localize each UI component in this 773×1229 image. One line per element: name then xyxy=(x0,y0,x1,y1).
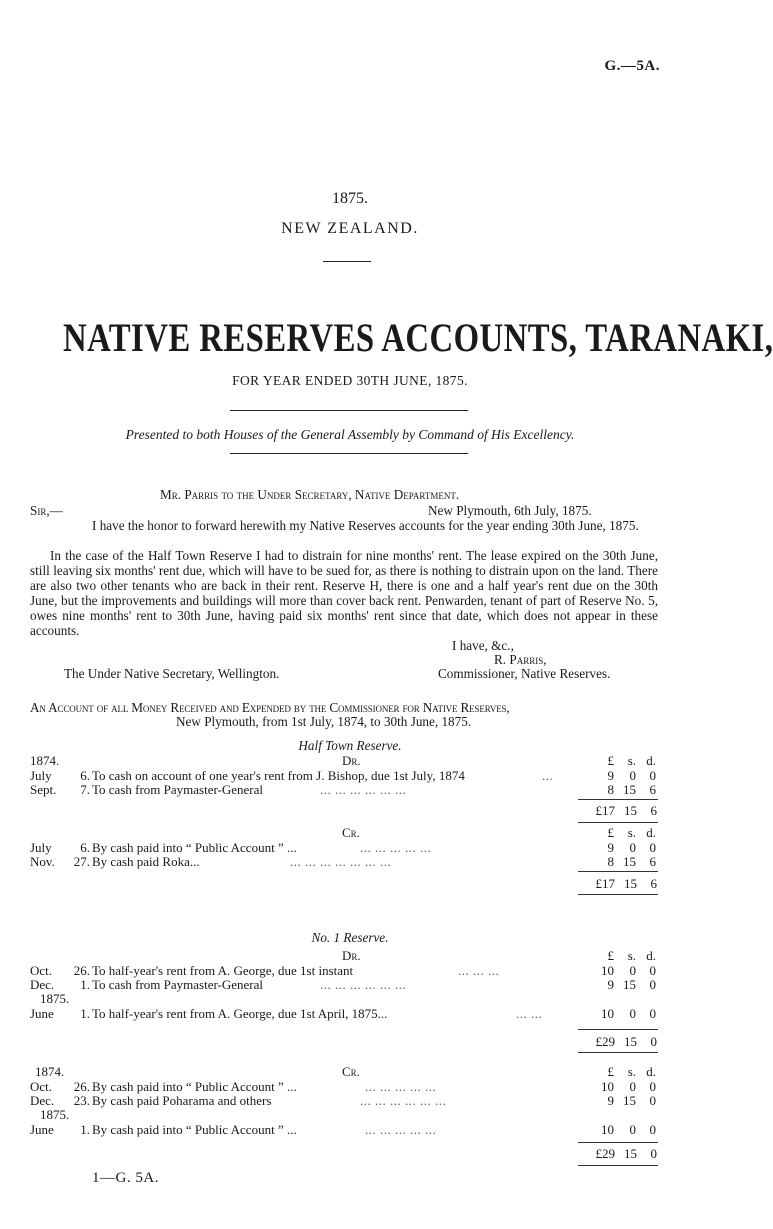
page-subtitle: FOR YEAR ENDED 30TH JUNE, 1875. xyxy=(232,373,468,388)
entry-description: To cash from Paymaster-General xyxy=(92,782,264,797)
leader-dots: ... ... ... ... ... xyxy=(360,840,432,855)
pence: 0 xyxy=(649,1006,656,1021)
pence: 0 xyxy=(649,768,656,783)
shillings-header: s. xyxy=(627,1064,636,1079)
total-rule xyxy=(578,1052,658,1053)
entry-description: By cash paid into “ Public Account ” ... xyxy=(92,1079,297,1094)
shillings: 15 xyxy=(624,1146,637,1161)
letter-salutation: Sir,— xyxy=(30,503,63,518)
ledger-total-row xyxy=(30,1034,662,1049)
account-heading: An Account of all Money Received and Expended by the Commissioner for Native Reserves, xyxy=(30,700,510,715)
ledger-total-row xyxy=(30,803,662,818)
ledger-row xyxy=(30,1079,662,1094)
letter-paragraph-2: In the case of the Half Town Reserve I had to distrain for nine months' rent. The lease expired on the 30th June, still leaving six months' rent due, which will have to be sued for, as there is nothing to distrain upon on the land. There are also two other tenants who are back in their rent. Reserve H, there is one and a half year's rent due on the 30th June, but the improvements and buildings will more than cover back rent. Penwarden, tenant of part of Reserve No. 5, owes nine months' rent to 30th June, having paid six months' rent since that date, which does not appear in these accounts. xyxy=(30,548,658,638)
shillings: 15 xyxy=(623,854,636,869)
ledger-row xyxy=(30,977,662,992)
pence-header: d. xyxy=(646,753,656,768)
shillings-header: s. xyxy=(627,825,636,840)
entry-month: July xyxy=(30,840,52,855)
shillings: 0 xyxy=(629,768,636,783)
divider xyxy=(230,410,468,411)
pounds: 9 xyxy=(607,840,614,855)
ledger-header-row xyxy=(30,753,662,768)
pence: 0 xyxy=(649,963,656,978)
letter-place-date: New Plymouth, 6th July, 1875. xyxy=(428,503,592,518)
entry-day: 1. xyxy=(80,1006,90,1021)
shillings: 15 xyxy=(623,977,636,992)
divider xyxy=(323,261,371,262)
entry-description: By cash paid Poharama and others xyxy=(92,1093,272,1108)
shillings-header: s. xyxy=(627,948,636,963)
ledger-header-row xyxy=(30,948,662,963)
total-rule xyxy=(578,799,658,800)
ledger-row xyxy=(30,840,662,855)
pounds-header: £ xyxy=(607,948,614,963)
leader-dots: ... ... xyxy=(516,1006,543,1021)
ledger-year-row xyxy=(30,1107,662,1122)
entry-description: To half-year's rent from A. George, due 1st instant xyxy=(92,963,354,978)
account-heading-dates: New Plymouth, from 1st July, 1874, to 30th June, 1875. xyxy=(176,714,472,729)
letter-signatory-title: Commissioner, Native Reserves. xyxy=(438,666,611,681)
entry-day: 6. xyxy=(80,768,90,783)
divider xyxy=(230,453,468,454)
ledger-row xyxy=(30,854,662,869)
letter-heading xyxy=(160,487,459,502)
page-footer-reference: 1—G. 5A. xyxy=(92,1170,159,1186)
pounds: 9 xyxy=(607,1093,614,1108)
ledger-row xyxy=(30,1093,662,1108)
ledger-year: 1875. xyxy=(40,1107,70,1122)
entry-month: June xyxy=(30,1122,54,1137)
shillings: 0 xyxy=(629,963,636,978)
pounds: 10 xyxy=(601,963,614,978)
leader-dots: ... ... ... xyxy=(458,963,500,978)
entry-month: Sept. xyxy=(30,782,57,797)
total-rule xyxy=(578,1165,658,1166)
pence-header: d. xyxy=(646,825,656,840)
ledger-row xyxy=(30,963,662,978)
presented-note: Presented to both Houses of the General Assembly by Command of His Excellency. xyxy=(125,427,575,442)
section-title-no1-reserve: No. 1 Reserve. xyxy=(311,930,389,945)
ledger-year-row xyxy=(30,991,662,1006)
ledger-row xyxy=(30,1006,662,1021)
shillings: 15 xyxy=(624,803,637,818)
pounds: 9 xyxy=(607,977,614,992)
shillings: 0 xyxy=(629,1006,636,1021)
pounds: 9 xyxy=(607,768,614,783)
entry-day: 6. xyxy=(80,840,90,855)
ledger-year: 1875. xyxy=(40,991,70,1006)
page-title: NATIVE RESERVES ACCOUNTS, TARANAKI, xyxy=(63,315,773,360)
entry-month: Oct. xyxy=(30,1079,53,1094)
shillings-header: s. xyxy=(627,753,636,768)
pounds-header: £ xyxy=(607,753,614,768)
total-rule xyxy=(578,871,658,872)
leader-dots: ... ... ... ... ... ... xyxy=(320,977,407,992)
letter-signature: R. Parris, xyxy=(494,652,547,667)
section-title-half-town: Half Town Reserve. xyxy=(298,738,402,753)
pence: 6 xyxy=(650,876,657,891)
total-rule xyxy=(578,894,658,895)
shillings: 0 xyxy=(629,840,636,855)
entry-month: Nov. xyxy=(30,854,55,869)
pence: 0 xyxy=(649,977,656,992)
ledger-row xyxy=(30,782,662,797)
entry-day: 26. xyxy=(73,1079,90,1094)
leader-dots: ... ... ... ... ... ... ... xyxy=(290,854,392,869)
country-heading: NEW ZEALAND. xyxy=(281,220,419,237)
pence: 6 xyxy=(649,854,656,869)
pounds: 8 xyxy=(607,854,614,869)
pounds: £17 xyxy=(595,876,615,891)
entry-day: 7. xyxy=(80,782,90,797)
entry-description: To cash from Paymaster-General xyxy=(92,977,264,992)
entry-month: June xyxy=(30,1006,54,1021)
ledger-total-row xyxy=(30,1146,662,1161)
pence: 0 xyxy=(649,1079,656,1094)
pence: 0 xyxy=(649,1093,656,1108)
entry-month: Oct. xyxy=(30,963,53,978)
letter-heading-text: Mr. Parris to the Under Secretary, Native Department. xyxy=(160,487,460,502)
pounds: £29 xyxy=(595,1146,615,1161)
pence: 6 xyxy=(650,803,657,818)
debit-label: Dr. xyxy=(342,753,361,768)
pounds: 10 xyxy=(601,1079,614,1094)
entry-description: By cash paid into “ Public Account ” ... xyxy=(92,840,297,855)
pounds: £29 xyxy=(595,1034,615,1049)
letter-closing: I have, &c., xyxy=(452,638,514,653)
pence: 0 xyxy=(649,840,656,855)
ledger-year: 1874. xyxy=(35,1064,65,1079)
pounds: £17 xyxy=(595,803,615,818)
shillings: 15 xyxy=(623,1093,636,1108)
shillings: 0 xyxy=(629,1079,636,1094)
ledger-year: 1874. xyxy=(30,753,60,768)
entry-day: 27. xyxy=(73,854,90,869)
entry-day: 23. xyxy=(73,1093,90,1108)
entry-day: 26. xyxy=(73,963,90,978)
letter-addressee: The Under Native Secretary, Wellington. xyxy=(64,666,280,681)
entry-description: By cash paid Roka... xyxy=(92,854,200,869)
pounds: 10 xyxy=(601,1122,614,1137)
pence-header: d. xyxy=(646,1064,656,1079)
letter-paragraph-1: I have the honor to forward herewith my Native Reserves accounts for the year ending 30th June, 1875. xyxy=(92,518,639,533)
shillings: 15 xyxy=(624,876,637,891)
debit-label: Dr. xyxy=(342,948,361,963)
credit-label: Cr. xyxy=(342,825,360,840)
entry-day: 1. xyxy=(80,1122,90,1137)
leader-dots: ... ... ... ... ... xyxy=(365,1122,437,1137)
pounds-header: £ xyxy=(607,1064,614,1079)
ledger-header-row xyxy=(30,1064,662,1079)
ledger-row xyxy=(30,768,662,783)
entry-month: Dec. xyxy=(30,977,55,992)
total-rule xyxy=(578,1029,658,1030)
total-rule xyxy=(578,1142,658,1143)
entry-description: To half-year's rent from A. George, due 1st April, 1875... xyxy=(92,1006,388,1021)
pounds: 10 xyxy=(601,1006,614,1021)
entry-month: Dec. xyxy=(30,1093,55,1108)
leader-dots: ... ... ... ... ... xyxy=(365,1079,437,1094)
total-rule xyxy=(578,822,658,823)
entry-day: 1. xyxy=(80,977,90,992)
document-year: 1875. xyxy=(332,190,368,207)
pence: 0 xyxy=(649,1122,656,1137)
leader-dots: ... ... ... ... ... ... xyxy=(320,782,407,797)
pence: 6 xyxy=(649,782,656,797)
ledger-total-row xyxy=(30,876,662,891)
leader-dots: ... xyxy=(542,768,554,783)
entry-month: July xyxy=(30,768,52,783)
pounds: 8 xyxy=(607,782,614,797)
shillings: 15 xyxy=(624,1034,637,1049)
ledger-header-row xyxy=(30,825,662,840)
credit-label: Cr. xyxy=(342,1064,360,1079)
pence-header: d. xyxy=(646,948,656,963)
leader-dots: ... ... ... ... ... ... xyxy=(360,1093,447,1108)
ledger-row xyxy=(30,1122,662,1137)
entry-description: By cash paid into “ Public Account ” ... xyxy=(92,1122,297,1137)
pence: 0 xyxy=(650,1146,657,1161)
shillings: 0 xyxy=(629,1122,636,1137)
pence: 0 xyxy=(650,1034,657,1049)
entry-description: To cash on account of one year's rent from J. Bishop, due 1st July, 1874 xyxy=(92,768,465,783)
shillings: 15 xyxy=(623,782,636,797)
pounds-header: £ xyxy=(607,825,614,840)
document-reference: G.—5A. xyxy=(604,58,660,74)
